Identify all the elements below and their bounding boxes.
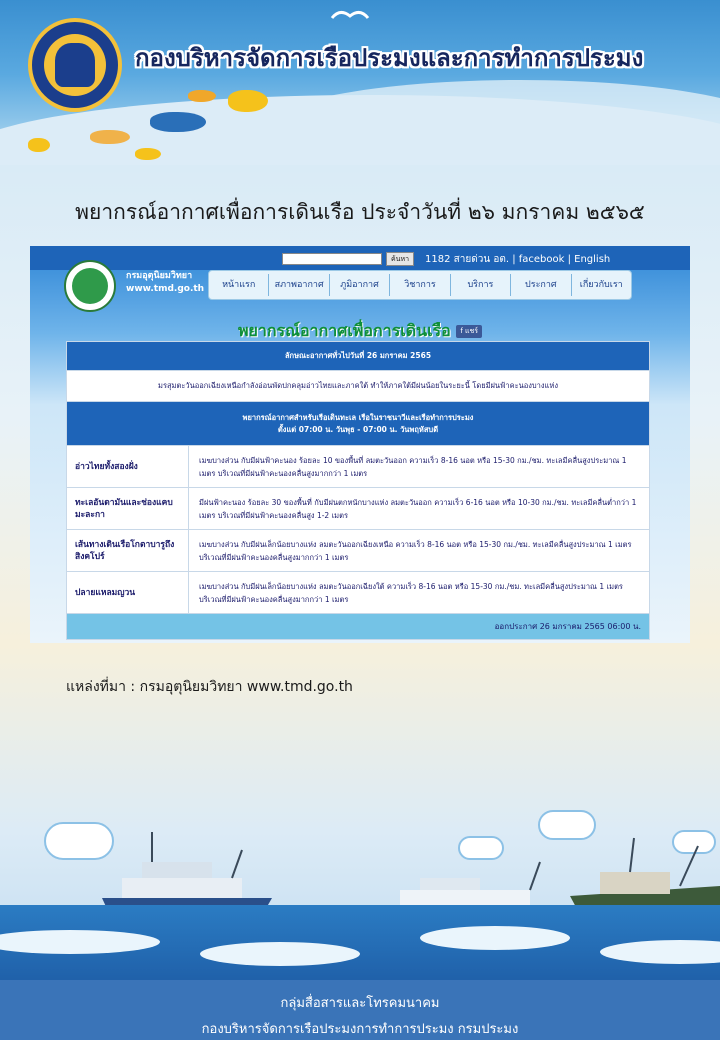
forecast-header-cell <box>67 402 650 446</box>
forecast-cell: เมฆบางส่วน กับมีฝนฟ้าคะนอง ร้อยละ 10 ของพื้นที่ ลมตะวันออก ความเร็ว 8-16 นอต หรือ 15-30 กม./ชม. ทะเลมีคลื่นสูงประมาณ 1 เมตร บริเวณที่มีฝนฟ้าคะนองคลื่นสูงมากกว่า 1 เมตร <box>189 446 650 488</box>
fish-icon <box>188 90 216 102</box>
wave-decoration <box>200 942 360 966</box>
nav-item-about[interactable]: เกี่ยวกับเรา <box>571 274 631 296</box>
main-navigation <box>208 270 632 300</box>
issued-row <box>67 614 650 640</box>
footer <box>0 980 720 1040</box>
fish-icon <box>150 112 206 132</box>
general-header-row <box>67 342 650 371</box>
forecast-header-line-1: พยากรณ์อากาศสำหรับเรือเดินทะเล เรือในราชนาวีและเรือทำการประมง <box>242 412 474 422</box>
forecast-cell: เมฆบางส่วน กับมีฝนเล็กน้อยบางแห่ง ลมตะวันออกเฉียงเหนือ ความเร็ว 8-16 นอต หรือ 15-30 กม./ชม. ทะเลมีคลื่นสูงประมาณ 1 เมตร บริเวณที่มีฝนฟ้าคะนองคลื่นสูงมากกว่า 1 เมตร <box>189 530 650 572</box>
forecast-title-text: พยากรณ์อากาศเพื่อการเดินเรือ <box>237 321 451 340</box>
source-credit: แหล่งที่มา : กรมอุตุนิยมวิทยา www.tmd.go.th <box>66 679 353 695</box>
table-row <box>67 572 650 614</box>
table-row <box>67 530 650 572</box>
nav-item-announcements[interactable]: ประกาศ <box>510 274 570 296</box>
footer-division: กลุ่มสื่อสารและโทรคมนาคม <box>280 996 440 1011</box>
tmd-logo <box>64 260 116 312</box>
general-text-cell: มรสุมตะวันออกเฉียงเหนือกำลังอ่อนพัดปกคลุมอ่าวไทยและภาคใต้ ทำให้ภาคใต้มีฝนน้อยในระยะนี้ โดยมีฝนฟ้าคะนองบางแห่ง <box>67 371 650 402</box>
fish-icon <box>135 148 161 160</box>
department-url[interactable]: www.tmd.go.th <box>126 284 205 294</box>
nav-item-services[interactable]: บริการ <box>450 274 510 296</box>
forecast-header-row <box>67 402 650 446</box>
search-input[interactable] <box>282 253 382 265</box>
region-cell: เส้นทางเดินเรือโกตาบารูถึงสิงคโปร์ <box>67 530 189 572</box>
table-row <box>67 446 650 488</box>
top-links[interactable]: 1182 สายด่วน อต. | facebook | English <box>425 254 611 265</box>
general-text-row <box>67 371 650 402</box>
forecast-cell: เมฆบางส่วน กับมีฝนเล็กน้อยบางแห่ง ลมตะวันออกเฉียงใต้ ความเร็ว 8-16 นอต หรือ 15-30 กม./ชม. ทะเลมีคลื่นสูงประมาณ 1 เมตร บริเวณที่มีฝนฟ้าคะนองคลื่นสูงมากกว่า 1 เมตร <box>189 572 650 614</box>
region-cell: ปลายแหลมญวน <box>67 572 189 614</box>
cloud-decoration <box>458 836 504 860</box>
facebook-share-button[interactable]: f แชร์ <box>456 325 482 338</box>
tmd-website-screenshot <box>30 246 690 643</box>
table-row <box>67 488 650 530</box>
forecast-cell: มีฝนฟ้าคะนอง ร้อยละ 30 ของพื้นที่ กับมีฝนตกหนักบางแห่ง ลมตะวันออก ความเร็ว 6-16 นอต หรือ 10-30 กม./ชม. ทะเลมีคลื่นต่ำกว่า 1 เมตร บริเวณที่มีฝนฟ้าคะนองคลื่นสูง 1-2 เมตร <box>189 488 650 530</box>
nav-item-climate[interactable]: ภูมิอากาศ <box>329 274 389 296</box>
department-seal-logo <box>28 18 122 112</box>
organization-title: กองบริหารจัดการเรือประมงและการทำการประมง <box>135 44 644 72</box>
forecast-header-line-2: ตั้งแต่ 07:00 น. วันพุธ - 07:00 น. วันพฤหัสบดี <box>277 424 439 434</box>
region-cell: ทะเลอันดามันและช่องแคบมะละกา <box>67 488 189 530</box>
region-cell: อ่าวไทยทั้งสองฝั่ง <box>67 446 189 488</box>
department-name <box>126 270 204 296</box>
nav-item-weather[interactable]: สภาพอากาศ <box>268 274 328 296</box>
general-header-cell: ลักษณะอากาศทั่วไปวันที่ 26 มกราคม 2565 <box>67 342 650 371</box>
marine-forecast-table <box>66 341 650 640</box>
fish-icon <box>28 138 50 152</box>
footer-organization: กองบริหารจัดการเรือประมงการทำการประมง กรมประมง <box>201 1022 519 1037</box>
page-title: พยากรณ์อากาศเพื่อการเดินเรือ ประจำวันที่ ๒๖ มกราคม ๒๕๖๕ <box>75 200 645 224</box>
wave-decoration <box>420 926 570 950</box>
nav-item-academic[interactable]: วิชาการ <box>389 274 449 296</box>
issued-timestamp: ออกประกาศ 26 มกราคม 2565 06:00 น. <box>67 614 650 640</box>
fish-icon <box>90 130 130 144</box>
search-button[interactable]: ค้นหา <box>386 252 414 266</box>
nav-item-home[interactable]: หน้าแรก <box>222 280 256 290</box>
seagull-icon <box>330 8 370 22</box>
share-label: แชร์ <box>465 327 479 335</box>
department-name-label: กรมอุตุนิยมวิทยา <box>126 271 193 281</box>
fish-icon <box>228 90 268 112</box>
